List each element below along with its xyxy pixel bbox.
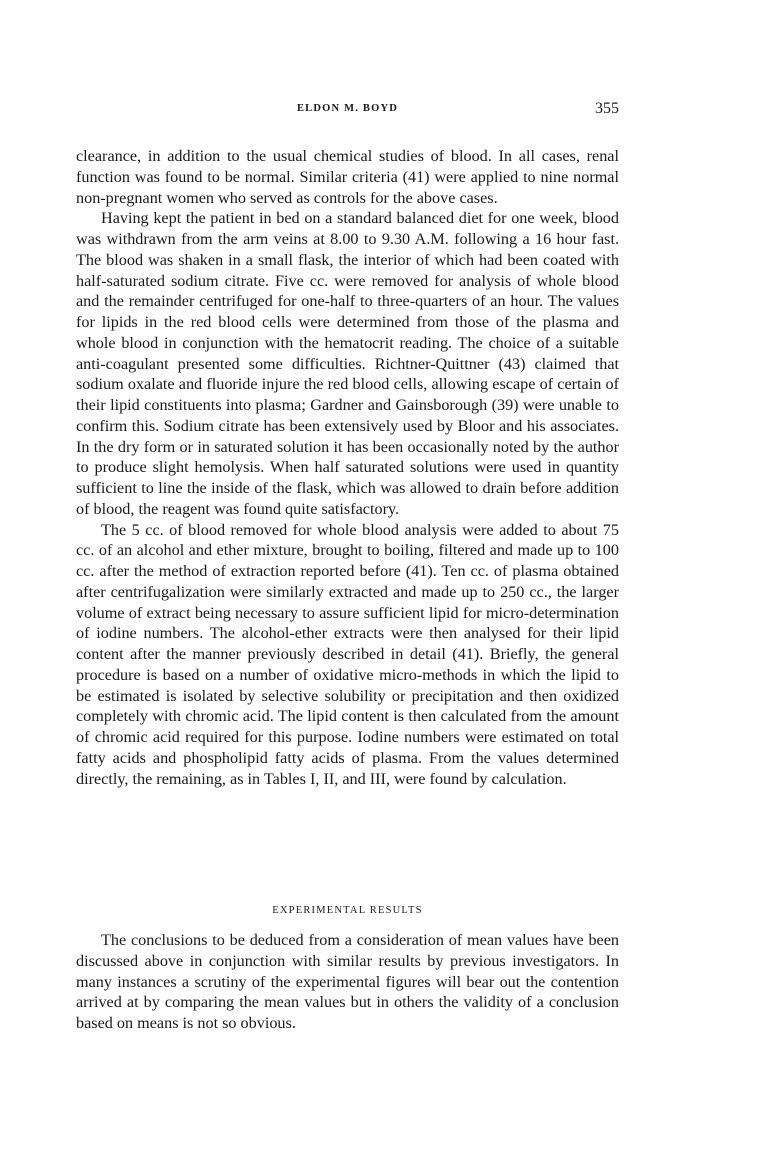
paragraph-conclusions: The conclusions to be deduced from a consideration of mean values have been discussed above in conjunction with similar results by previous investigators. In many instances a scrutiny of the experimental figures will bear out the contention arrived at by comparing the mean values but in others the validity of a conclusion based on means is not so obvious.	[76, 931, 619, 1032]
paragraph-renal-function: clearance, in addition to the usual chemical studies of blood. In all cases, renal function was found to be normal. Similar criteria (41) were applied to nine normal non-pregnant women who served as controls for the above cases.	[76, 147, 619, 207]
section-text	[76, 930, 619, 1034]
body-text	[76, 146, 619, 789]
section-heading: EXPERIMENTAL RESULTS	[272, 905, 423, 916]
running-head	[76, 100, 619, 123]
paragraph-extraction-method: The 5 cc. of blood removed for whole blood analysis were added to about 75 cc. of an alcohol and ether mixture, brought to boiling, filtered and made up to 100 cc. after the method of extraction reported before (41). Ten cc. of plasma obtained after centrifugalization were similarly extracted and made up to 250 cc., the larger volume of extract being necessary to assure sufficient lipid for micro-determination of iodine numbers. The alcohol-ether extracts were then analysed for their lipid content after the manner previously described in detail (41). Briefly, the general procedure is based on a number of oxidative micro-methods in which the lipid to be estimated is isolated by selective solubility or precipitation and then oxidized completely with chromic acid. The lipid content is then calculated from the amount of chromic acid required for this purpose. Iodine numbers were estimated on total fatty acids and phospholipid fatty acids of plasma. From the values determined directly, the remaining, as in Tables I, II, and III, were found by calculation.	[76, 520, 619, 788]
paragraph-blood-collection: Having kept the patient in bed on a standard balanced diet for one week, blood was withdrawn from the arm veins at 8.00 to 9.30 A.M. following a 16 hour fast. The blood was shaken in a small flask, the interior of which had been coated with half-saturated sodium citrate. Five cc. were removed for analysis of whole blood and the remainder centrifuged for one-half to three-quarters of an hour. The values for lipids in the red blood cells were determined from those of the plasma and whole blood in conjunction with the hematocrit reading. The choice of a suitable anti-coagulant presented some difficulties. Richtner-Quittner (43) claimed that sodium oxalate and fluoride injure the red blood cells, allowing escape of certain of their lipid constituents into plasma; Gardner and Gainsborough (39) were unable to confirm this. Sodium citrate has been extensively used by Bloor and his associates. In the dry form or in saturated solution it has been occasionally noted by the author to produce slight hemolysis. When half saturated solutions were used in quantity sufficient to line the inside of the flask, which was allowed to drain before addition of blood, the reagent was found quite satisfactory.	[76, 209, 619, 518]
page-number: 355	[595, 100, 619, 117]
running-title: ELDON M. BOYD	[296, 103, 399, 114]
